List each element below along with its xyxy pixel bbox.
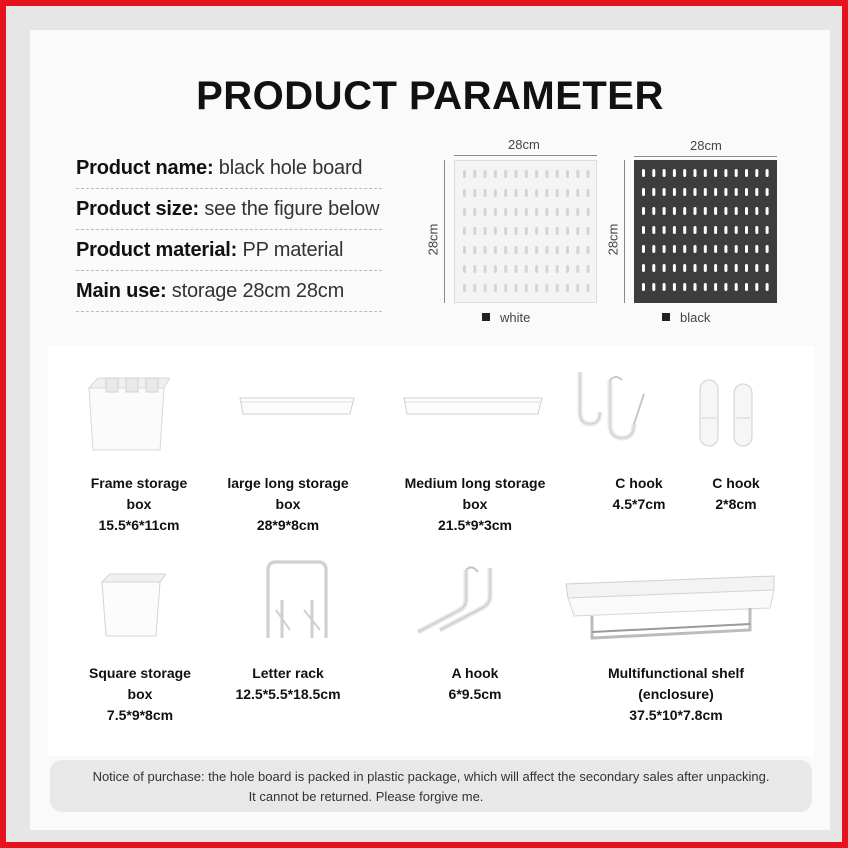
peg-hole: [766, 283, 769, 291]
peg-hole: [504, 265, 507, 273]
spec-row-material: [76, 230, 382, 271]
peg-hole: [566, 246, 569, 254]
peg-hole: [463, 265, 466, 273]
white-pegboard-holes: [455, 161, 598, 304]
peg-hole: [724, 169, 727, 177]
peg-hole: [745, 264, 748, 272]
peg-hole: [463, 208, 466, 216]
item-line: box: [126, 496, 152, 512]
item-size: 15.5*6*11cm: [98, 517, 180, 533]
peg-hole: [515, 246, 518, 254]
peg-hole: [545, 265, 548, 273]
peg-hole: [525, 189, 528, 197]
peg-hole: [642, 264, 645, 272]
peg-hole: [473, 208, 476, 216]
peg-hole: [515, 189, 518, 197]
peg-hole: [484, 284, 487, 292]
peg-hole: [473, 189, 476, 197]
spec-value: see the figure below: [204, 198, 380, 220]
peg-hole: [745, 207, 748, 215]
peg-hole: [545, 284, 548, 292]
peg-hole: [587, 284, 590, 292]
legend-square-icon: [662, 313, 670, 321]
peg-hole: [663, 226, 666, 234]
c-hook-small-image: [698, 378, 758, 450]
peg-hole: [494, 170, 497, 178]
peg-hole: [714, 264, 717, 272]
legend-square-icon: [482, 313, 490, 321]
white-board-width-label: 28cm: [508, 137, 540, 152]
peg-hole: [652, 226, 655, 234]
peg-hole: [724, 264, 727, 272]
page-title: PRODUCT PARAMETER: [196, 74, 664, 118]
peg-hole: [714, 226, 717, 234]
medium-long-storage-box-image: [402, 394, 544, 418]
letter-rack-image: [262, 560, 334, 642]
peg-hole: [576, 189, 579, 197]
black-pegboard: [634, 160, 777, 303]
peg-hole: [652, 245, 655, 253]
peg-hole: [556, 284, 559, 292]
item-frame-storage-box: [78, 473, 200, 536]
item-size: 37.5*10*7.8cm: [629, 707, 723, 723]
item-size: 2*8cm: [715, 496, 757, 512]
peg-hole: [535, 284, 538, 292]
peg-hole: [545, 227, 548, 235]
peg-hole: [694, 188, 697, 196]
item-line: Letter rack: [252, 665, 324, 681]
peg-hole: [484, 246, 487, 254]
peg-hole: [755, 226, 758, 234]
item-a-hook: [420, 663, 530, 705]
peg-hole: [535, 265, 538, 273]
item-size: 7.5*9*8cm: [106, 707, 174, 723]
peg-hole: [642, 188, 645, 196]
item-line: (enclosure): [638, 686, 714, 702]
peg-hole: [525, 265, 528, 273]
peg-hole: [484, 170, 487, 178]
large-long-storage-box-image: [238, 394, 356, 418]
peg-hole: [694, 226, 697, 234]
peg-hole: [694, 264, 697, 272]
peg-hole: [673, 207, 676, 215]
peg-hole: [494, 208, 497, 216]
peg-hole: [673, 283, 676, 291]
peg-hole: [576, 265, 579, 273]
black-pegboard-holes: [634, 160, 777, 303]
peg-hole: [473, 246, 476, 254]
peg-hole: [484, 189, 487, 197]
peg-hole: [587, 227, 590, 235]
peg-hole: [704, 226, 707, 234]
peg-hole: [642, 169, 645, 177]
peg-hole: [745, 245, 748, 253]
peg-hole: [724, 188, 727, 196]
peg-hole: [587, 265, 590, 273]
peg-hole: [525, 208, 528, 216]
item-size: 12.5*5.5*18.5cm: [235, 686, 341, 702]
peg-hole: [724, 283, 727, 291]
purchase-notice: [50, 760, 812, 812]
peg-hole: [525, 246, 528, 254]
peg-hole: [663, 283, 666, 291]
peg-hole: [463, 189, 466, 197]
black-board-height-line: [624, 160, 625, 303]
item-line: C hook: [615, 475, 663, 491]
peg-hole: [745, 169, 748, 177]
spec-label: Product name:: [76, 157, 214, 179]
peg-hole: [652, 264, 655, 272]
peg-hole: [535, 227, 538, 235]
peg-hole: [556, 208, 559, 216]
item-large-long-storage-box: [216, 473, 360, 536]
item-line: A hook: [451, 665, 499, 681]
peg-hole: [535, 246, 538, 254]
peg-hole: [663, 264, 666, 272]
white-board-width-line: [454, 155, 597, 156]
white-board-label: white: [500, 310, 531, 325]
peg-hole: [576, 284, 579, 292]
peg-hole: [766, 207, 769, 215]
peg-hole: [755, 264, 758, 272]
peg-hole: [704, 169, 707, 177]
peg-hole: [504, 208, 507, 216]
peg-hole: [652, 283, 655, 291]
peg-hole: [683, 188, 686, 196]
peg-hole: [463, 227, 466, 235]
peg-hole: [694, 169, 697, 177]
peg-hole: [714, 283, 717, 291]
peg-hole: [556, 170, 559, 178]
black-board-label: black: [680, 310, 711, 325]
peg-hole: [504, 246, 507, 254]
spec-row-size: [76, 189, 382, 230]
peg-hole: [663, 169, 666, 177]
peg-hole: [683, 245, 686, 253]
peg-hole: [515, 170, 518, 178]
item-size: 28*9*8cm: [256, 517, 320, 533]
peg-hole: [556, 227, 559, 235]
peg-hole: [683, 207, 686, 215]
item-multifunctional-shelf: [584, 663, 768, 726]
peg-hole: [642, 245, 645, 253]
peg-hole: [545, 189, 548, 197]
peg-hole: [535, 208, 538, 216]
peg-hole: [652, 207, 655, 215]
peg-hole: [484, 227, 487, 235]
peg-hole: [673, 188, 676, 196]
item-line: Square storage: [89, 665, 191, 681]
peg-hole: [576, 170, 579, 178]
c-hook-large-image: [572, 372, 652, 442]
peg-hole: [642, 283, 645, 291]
peg-hole: [535, 189, 538, 197]
peg-hole: [663, 207, 666, 215]
item-size: 4.5*7cm: [612, 496, 666, 512]
item-line: large long storage: [227, 475, 349, 491]
white-pegboard: [454, 160, 597, 303]
peg-hole: [755, 283, 758, 291]
peg-hole: [473, 170, 476, 178]
peg-hole: [545, 208, 548, 216]
peg-hole: [673, 264, 676, 272]
peg-hole: [494, 265, 497, 273]
peg-hole: [587, 208, 590, 216]
peg-hole: [566, 170, 569, 178]
peg-hole: [515, 265, 518, 273]
item-letter-rack: [220, 663, 356, 705]
peg-hole: [463, 170, 466, 178]
white-board-height-line: [444, 160, 445, 303]
peg-hole: [735, 283, 738, 291]
item-line: Frame storage: [90, 475, 188, 491]
peg-hole: [484, 265, 487, 273]
peg-hole: [714, 188, 717, 196]
peg-hole: [663, 245, 666, 253]
peg-hole: [545, 170, 548, 178]
item-c-hook-small: [696, 473, 776, 515]
peg-hole: [683, 283, 686, 291]
peg-hole: [694, 283, 697, 291]
peg-hole: [566, 227, 569, 235]
peg-hole: [735, 245, 738, 253]
item-line: Medium long storage: [404, 475, 546, 491]
peg-hole: [694, 207, 697, 215]
peg-hole: [714, 169, 717, 177]
peg-hole: [766, 169, 769, 177]
black-board-width-label: 28cm: [690, 138, 722, 153]
peg-hole: [504, 189, 507, 197]
a-hook-image: [414, 566, 496, 638]
spec-label: Product size:: [76, 198, 199, 220]
peg-hole: [766, 188, 769, 196]
spec-value: black hole board: [218, 157, 363, 179]
spec-label: Main use:: [76, 280, 167, 302]
peg-hole: [673, 226, 676, 234]
peg-hole: [704, 207, 707, 215]
peg-hole: [735, 188, 738, 196]
peg-hole: [463, 246, 466, 254]
white-board-legend: [482, 310, 530, 325]
peg-hole: [673, 169, 676, 177]
black-board-width-line: [634, 156, 777, 157]
peg-hole: [576, 246, 579, 254]
peg-hole: [515, 227, 518, 235]
peg-hole: [504, 284, 507, 292]
peg-hole: [566, 284, 569, 292]
peg-hole: [766, 226, 769, 234]
peg-hole: [576, 227, 579, 235]
item-line: box: [462, 496, 488, 512]
multifunctional-shelf-image: [564, 572, 778, 642]
peg-hole: [494, 189, 497, 197]
notice-line-2: It cannot be returned. Please forgive me.: [248, 789, 484, 804]
spec-row-use: [76, 271, 382, 312]
peg-hole: [545, 246, 548, 254]
peg-hole: [683, 169, 686, 177]
peg-hole: [525, 284, 528, 292]
peg-hole: [745, 226, 748, 234]
peg-hole: [755, 207, 758, 215]
spec-label: Product material:: [76, 239, 238, 261]
peg-hole: [556, 189, 559, 197]
peg-hole: [587, 170, 590, 178]
peg-hole: [473, 227, 476, 235]
peg-hole: [745, 283, 748, 291]
peg-hole: [556, 265, 559, 273]
peg-hole: [652, 169, 655, 177]
peg-hole: [724, 245, 727, 253]
peg-hole: [515, 208, 518, 216]
peg-hole: [504, 170, 507, 178]
spec-list: [76, 148, 382, 312]
peg-hole: [484, 208, 487, 216]
peg-hole: [724, 226, 727, 234]
peg-hole: [576, 208, 579, 216]
peg-hole: [755, 188, 758, 196]
peg-hole: [735, 207, 738, 215]
peg-hole: [735, 169, 738, 177]
item-medium-long-storage-box: [392, 473, 558, 536]
peg-hole: [724, 207, 727, 215]
item-line: Multifunctional shelf: [607, 665, 745, 681]
peg-hole: [566, 265, 569, 273]
spec-row-name: [76, 148, 382, 189]
peg-hole: [494, 284, 497, 292]
item-square-storage-box: [72, 663, 208, 726]
spec-value: PP material: [242, 239, 344, 261]
peg-hole: [566, 189, 569, 197]
spec-value: storage 28cm 28cm: [171, 280, 345, 302]
peg-hole: [755, 245, 758, 253]
peg-hole: [683, 264, 686, 272]
peg-hole: [642, 226, 645, 234]
peg-hole: [587, 246, 590, 254]
peg-hole: [704, 264, 707, 272]
peg-hole: [494, 227, 497, 235]
item-line: C hook: [712, 475, 760, 491]
peg-hole: [652, 188, 655, 196]
peg-hole: [755, 169, 758, 177]
square-storage-box-image: [96, 572, 166, 638]
peg-hole: [515, 284, 518, 292]
peg-hole: [535, 170, 538, 178]
notice-line-1: Notice of purchase: the hole board is packed in plastic package, which will affect the secondary sales after unpacking.: [92, 769, 770, 784]
peg-hole: [463, 284, 466, 292]
peg-hole: [663, 188, 666, 196]
peg-hole: [473, 265, 476, 273]
item-size: 6*9.5cm: [448, 686, 502, 702]
white-board-height-label: 28cm: [425, 223, 441, 256]
peg-hole: [504, 227, 507, 235]
peg-hole: [735, 264, 738, 272]
item-size: 21.5*9*3cm: [438, 517, 512, 533]
peg-hole: [766, 264, 769, 272]
peg-hole: [494, 246, 497, 254]
peg-hole: [473, 284, 476, 292]
peg-hole: [714, 245, 717, 253]
item-line: box: [275, 496, 301, 512]
peg-hole: [683, 226, 686, 234]
peg-hole: [587, 189, 590, 197]
peg-hole: [525, 170, 528, 178]
peg-hole: [714, 207, 717, 215]
peg-hole: [673, 245, 676, 253]
peg-hole: [704, 245, 707, 253]
frame-storage-box-image: [84, 374, 170, 454]
peg-hole: [694, 245, 697, 253]
peg-hole: [766, 245, 769, 253]
item-c-hook-large: [596, 473, 682, 515]
peg-hole: [735, 226, 738, 234]
black-board-legend: [662, 310, 710, 325]
peg-hole: [704, 188, 707, 196]
peg-hole: [745, 188, 748, 196]
peg-hole: [556, 246, 559, 254]
peg-hole: [642, 207, 645, 215]
peg-hole: [525, 227, 528, 235]
item-line: box: [127, 686, 153, 702]
black-board-height-label: 28cm: [605, 223, 621, 256]
peg-hole: [704, 283, 707, 291]
peg-hole: [566, 208, 569, 216]
